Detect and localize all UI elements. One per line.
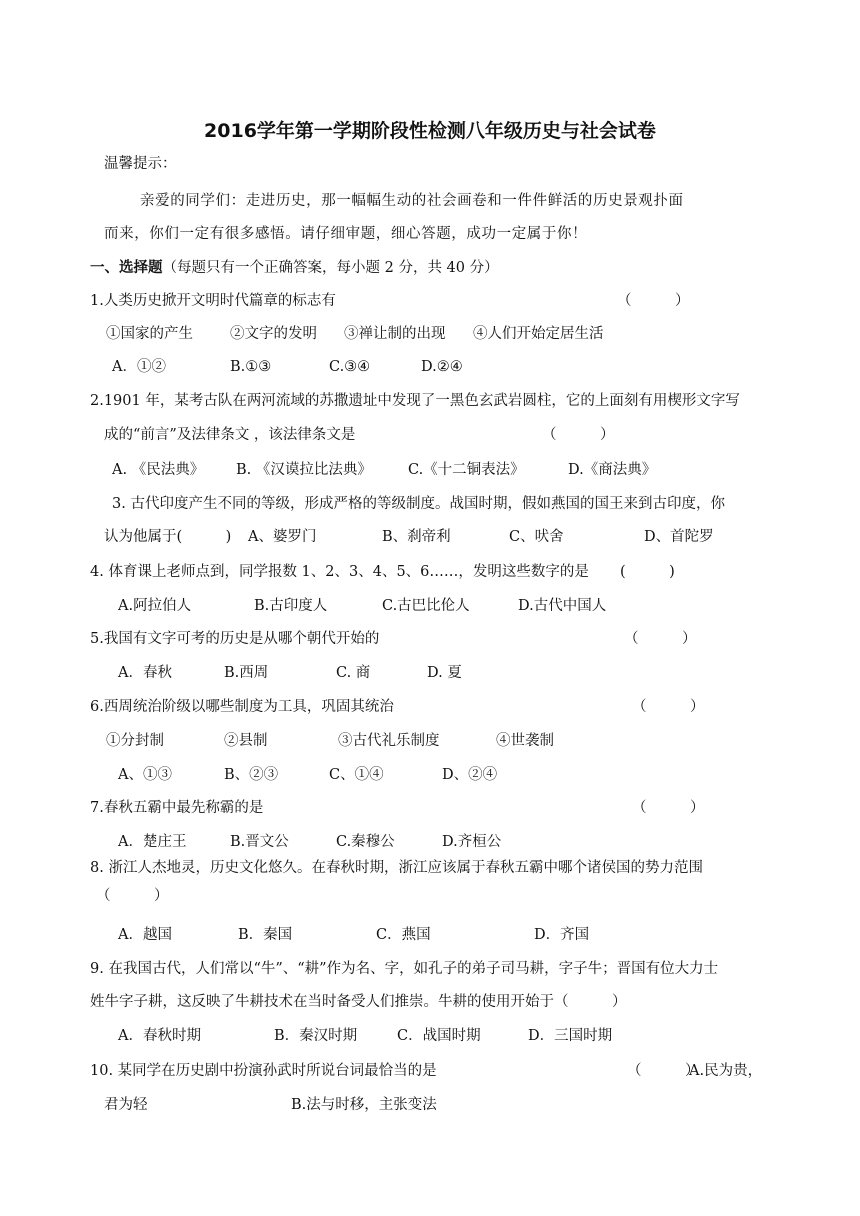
- item: ④世袭制: [496, 733, 554, 749]
- option-b[interactable]: B、②③: [224, 767, 279, 783]
- option-c[interactable]: C.③④: [329, 359, 371, 375]
- option-b[interactable]: B.晋文公: [230, 834, 289, 850]
- option-a[interactable]: A、婆罗门: [248, 529, 317, 545]
- question-2-options: [112, 460, 657, 480]
- question-9-stem-1: 9. 在我国古代，人们常以“牛”、“耕”作为名、字，如孔子的弟子司马耕，字子牛；晋国有位大力士: [90, 961, 719, 977]
- question-6-stem: 6.西周统治阶级以哪些制度为工具，巩固其统治: [90, 699, 394, 715]
- question-4-answer-blank[interactable]: ( ): [620, 564, 675, 580]
- question-1-options: [112, 357, 463, 377]
- question-5-options: [118, 663, 462, 683]
- option-d[interactable]: D. 夏: [427, 665, 462, 681]
- option-c[interactable]: C．燕国: [376, 927, 431, 943]
- option-a[interactable]: A．春秋: [118, 665, 172, 681]
- option-c[interactable]: C.《十二铜表法》: [408, 462, 525, 478]
- question-2-stem-1: 2.1901 年，某考古队在两河流域的苏撒遗址中发现了一黑色玄武岩圆柱，它的上面刻有用楔形文字写: [90, 393, 740, 409]
- option-b[interactable]: B．秦汉时期: [274, 1028, 358, 1044]
- section-note: （每题只有一个正确答案，每小题 2 分，共 40 分）: [162, 260, 499, 276]
- option-d[interactable]: D.《商法典》: [568, 462, 657, 478]
- option-b[interactable]: B. 《汉谟拉比法典》: [236, 462, 372, 478]
- question-2-answer-blank[interactable]: （ ）: [542, 427, 615, 443]
- option-c[interactable]: C.古巴比伦人: [382, 598, 470, 614]
- question-8-answer-blank[interactable]: （ ）: [96, 888, 169, 904]
- option-a[interactable]: A.阿拉伯人: [118, 598, 192, 614]
- option-d[interactable]: D．齐国: [534, 927, 590, 943]
- option-d[interactable]: D．三国时期: [528, 1028, 613, 1044]
- question-9-options: [118, 1026, 613, 1046]
- question-1-stem: 1.人类历史掀开文明时代篇章的标志有: [90, 293, 336, 309]
- option-b[interactable]: B.西周: [224, 665, 269, 681]
- question-6-options: [118, 765, 498, 785]
- question-4-options: [118, 596, 607, 616]
- question-5-stem: 5.我国有文字可考的历史是从哪个朝代开始的: [90, 631, 380, 647]
- item: ③古代礼乐制度: [338, 733, 440, 749]
- question-2-stem-2: 成的“前言”及法律条文 ，该法律条文是: [104, 427, 356, 443]
- tip-heading: 温馨提示：: [104, 156, 177, 172]
- option-a-continued[interactable]: 君为轻: [104, 1097, 148, 1113]
- item: ①国家的产生: [106, 326, 193, 342]
- option-c[interactable]: C、吠舍: [509, 529, 564, 545]
- question-7-answer-blank[interactable]: （ ）: [632, 800, 705, 816]
- item: ④人们开始定居生活: [473, 326, 604, 342]
- option-c[interactable]: C. 商: [336, 665, 371, 681]
- option-c[interactable]: C.秦穆公: [336, 834, 395, 850]
- option-b[interactable]: B.法与时移，主张变法: [291, 1097, 437, 1113]
- tip-line-1: 亲爱的同学们：走进历史，那一幅幅生动的社会画卷和一件件鲜活的历史景观扑面: [140, 193, 684, 209]
- question-1-items: [106, 324, 604, 344]
- option-d[interactable]: D.②④: [421, 359, 463, 375]
- option-c[interactable]: C、①④: [329, 767, 384, 783]
- question-7-options: [118, 832, 502, 852]
- option-b[interactable]: B．秦国: [238, 927, 293, 943]
- option-b[interactable]: B.古印度人: [254, 598, 328, 614]
- option-d[interactable]: D.齐桓公: [442, 834, 502, 850]
- option-a[interactable]: A. 《民法典》: [112, 462, 205, 478]
- option-a[interactable]: A．春秋时期: [118, 1028, 201, 1044]
- item: ②文字的发明: [230, 326, 317, 342]
- option-d[interactable]: D、②④: [442, 767, 498, 783]
- question-6-items: [106, 731, 554, 751]
- option-a[interactable]: A．楚庄王: [118, 834, 187, 850]
- option-b[interactable]: B、刹帝利: [382, 529, 451, 545]
- question-10-answer-blank[interactable]: （ ）: [627, 1063, 700, 1079]
- option-d[interactable]: D、首陀罗: [644, 529, 714, 545]
- question-7-stem: 7.春秋五霸中最先称霸的是: [90, 800, 264, 816]
- section-label: 一、选择题: [90, 260, 163, 276]
- question-3-stem-1: 3. 古代印度产生不同的等级，形成严格的等级制度。战国时期，假如燕国的国王来到古印度，你: [112, 496, 725, 512]
- item: ③禅让制的出现: [344, 326, 446, 342]
- option-a[interactable]: A．①②: [112, 359, 166, 375]
- option-a[interactable]: A、①③: [118, 767, 172, 783]
- question-9-stem-2: 姓牛字子耕，这反映了牛耕技术在当时备受人们推崇。牛耕的使用开始于（ ）: [90, 994, 627, 1010]
- option-d[interactable]: D.古代中国人: [518, 598, 607, 614]
- question-8-stem-1: 8. 浙江人杰地灵，历史文化悠久。在春秋时期，浙江应该属于春秋五霸中哪个诸侯国的势力范围: [90, 860, 703, 876]
- option-a[interactable]: A．越国: [118, 927, 172, 943]
- item: ①分封制: [106, 733, 164, 749]
- item: ②县制: [224, 733, 268, 749]
- question-3-stem-2: [104, 527, 714, 547]
- option-b[interactable]: B.①③: [230, 359, 272, 375]
- question-5-answer-blank[interactable]: （ ）: [624, 631, 697, 647]
- page-title: 2016学年第一学期阶段性检测八年级历史与社会试卷: [204, 120, 656, 142]
- question-1-answer-blank[interactable]: （ ）: [617, 293, 690, 309]
- question-3-text: 认为他属于( ): [104, 529, 232, 545]
- section-heading: [90, 258, 499, 278]
- question-6-answer-blank[interactable]: （ ）: [632, 699, 705, 715]
- question-4-stem: 4. 体育课上老师点到，同学报数 1、2、3、4、5、6……，发明这些数字的是: [90, 564, 589, 580]
- option-a[interactable]: A.民为贵，: [689, 1063, 763, 1079]
- question-10-stem: 10. 某同学在历史剧中扮演孙武时所说台词最恰当的是: [90, 1063, 437, 1079]
- option-c[interactable]: C．战国时期: [397, 1028, 481, 1044]
- tip-line-2: 而来，你们一定有很多感悟。请仔细审题，细心答题，成功一定属于你！: [104, 226, 588, 242]
- question-8-options: [118, 925, 590, 945]
